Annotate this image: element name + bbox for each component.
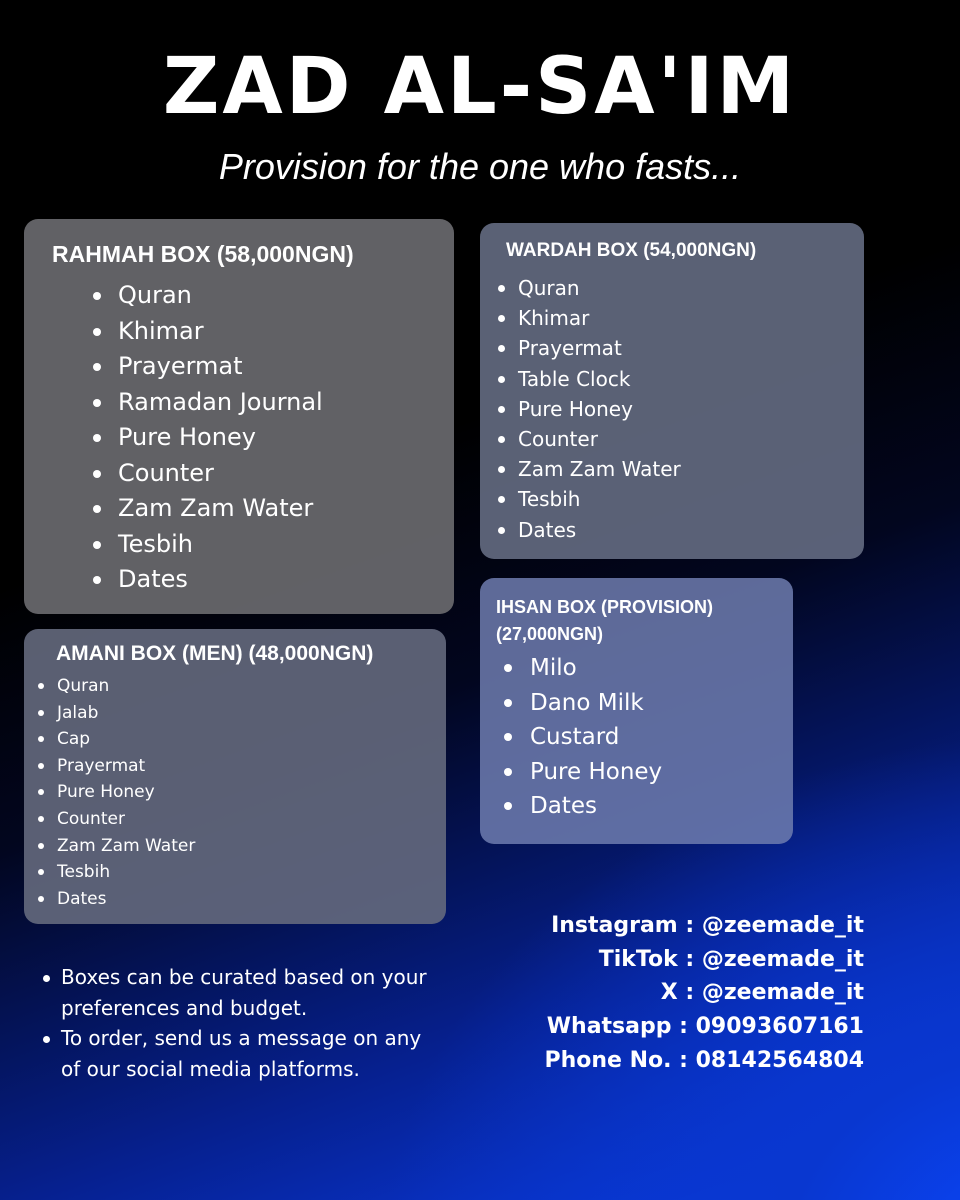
list-item: Prayermat	[498, 333, 681, 363]
amani-box-card	[24, 629, 446, 924]
list-item: Pure Honey	[498, 394, 681, 424]
amani-box-title: AMANI BOX (MEN) (48,000NGN)	[56, 642, 374, 665]
list-item: Milo	[504, 651, 662, 686]
wardah-box-items	[498, 273, 681, 545]
list-item: Prayermat	[94, 349, 323, 385]
list-item: Pure Honey	[38, 779, 195, 806]
rahmah-box-card	[24, 219, 454, 614]
list-item: Quran	[498, 273, 681, 303]
list-item: Tesbih	[498, 484, 681, 514]
rahmah-box-title: RAHMAH BOX (58,000NGN)	[52, 241, 354, 267]
wardah-box-title: WARDAH BOX (54,000NGN)	[506, 240, 757, 261]
list-item: Counter	[94, 456, 323, 492]
list-item: Zam Zam Water	[94, 491, 323, 527]
list-item: Zam Zam Water	[498, 454, 681, 484]
contact-tiktok: TikTok : @zeemade_it	[598, 946, 864, 972]
page-subtitle: Provision for the one who fasts...	[218, 146, 742, 187]
ihsan-box-title-line1: IHSAN BOX (PROVISION)	[496, 597, 714, 617]
ihsan-box-items	[504, 651, 662, 824]
list-item: Dates	[504, 789, 662, 824]
list-item: Counter	[498, 424, 681, 454]
list-item: Quran	[94, 278, 323, 314]
list-item: Ramadan Journal	[94, 385, 323, 421]
order-notes	[40, 962, 430, 1084]
list-item: Pure Honey	[504, 755, 662, 790]
contact-x: X : @zeemade_it	[660, 980, 864, 1006]
ihsan-box-title	[496, 594, 776, 648]
page-title: ZAD AL-SA'IM	[162, 42, 798, 132]
note-item: Boxes can be curated based on your preferences and budget.	[40, 962, 430, 1023]
contact-info	[544, 909, 864, 1078]
list-item: Custard	[504, 720, 662, 755]
contact-instagram: Instagram : @zeemade_it	[551, 913, 864, 938]
list-item: Dano Milk	[504, 686, 662, 721]
list-item: Dates	[498, 515, 681, 545]
amani-box-items	[38, 673, 195, 912]
list-item: Prayermat	[38, 753, 195, 780]
list-item: Khimar	[94, 314, 323, 350]
contact-phone: Phone No. : 08142564804	[544, 1047, 864, 1073]
list-item: Table Clock	[498, 364, 681, 394]
list-item: Khimar	[498, 303, 681, 333]
contact-whatsapp: Whatsapp : 09093607161	[546, 1014, 864, 1040]
list-item: Quran	[38, 673, 195, 700]
wardah-box-card	[480, 223, 864, 559]
list-item: Tesbih	[94, 527, 323, 563]
list-item: Tesbih	[38, 859, 195, 886]
list-item: Jalab	[38, 700, 195, 727]
list-item: Zam Zam Water	[38, 833, 195, 860]
ihsan-box-title-line2: (27,000NGN)	[496, 624, 604, 644]
list-item: Cap	[38, 726, 195, 753]
list-item: Counter	[38, 806, 195, 833]
rahmah-box-items	[94, 278, 323, 598]
note-item: To order, send us a message on any of our social media platforms.	[40, 1023, 430, 1084]
list-item: Pure Honey	[94, 420, 323, 456]
list-item: Dates	[38, 886, 195, 913]
list-item: Dates	[94, 562, 323, 598]
ihsan-box-card	[480, 578, 793, 844]
